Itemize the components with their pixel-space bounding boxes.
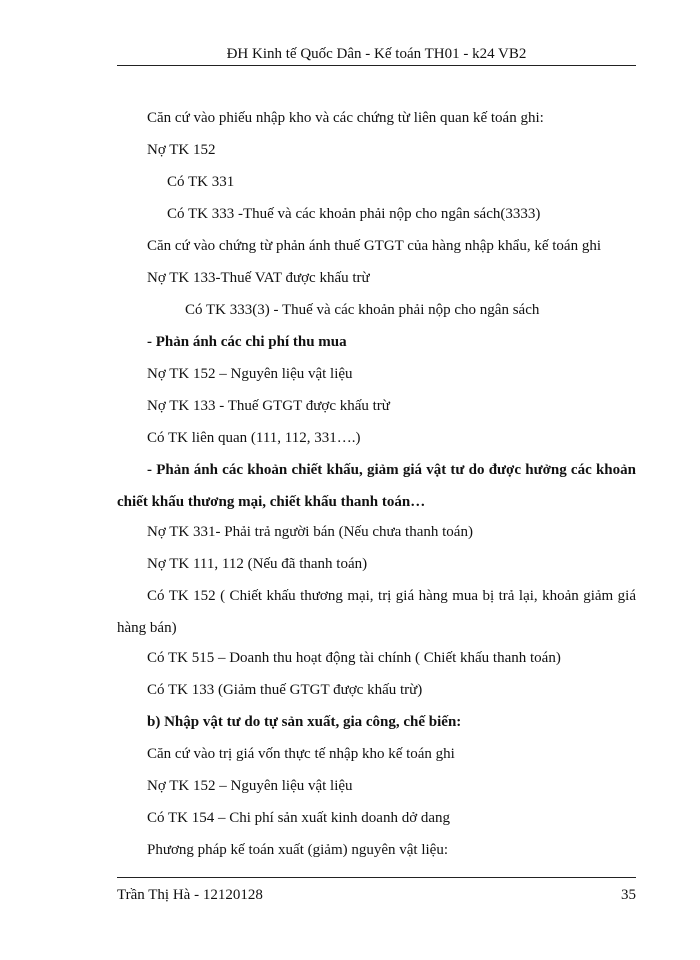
text-line: Nợ TK 331- Phải trả người bán (Nếu chưa thanh toán): [147, 524, 473, 540]
text-line: Căn cứ vào phiếu nhập kho và các chứng từ liên quan kế toán ghi:: [147, 110, 544, 126]
text-line: Có TK 152 ( Chiết khấu thương mại, trị giá hàng mua bị trả lại, khoản giảm giá hàng bán): [117, 588, 636, 636]
text-line: Nợ TK 133-Thuế VAT được khấu trừ: [147, 270, 370, 286]
section-heading: - Phản ánh các khoản chiết khấu, giảm giá vật tư do được hưởng các khoản chiết khấu thương mại, chiết khấu thanh toán…: [117, 462, 636, 510]
section-heading: b) Nhập vật tư do tự sản xuất, gia công, chế biến:: [147, 714, 462, 730]
text-line: Có TK liên quan (111, 112, 331….): [147, 430, 361, 446]
header-divider: [117, 65, 636, 66]
text-line: Nợ TK 111, 112 (Nếu đã thanh toán): [147, 556, 368, 572]
document-body: [117, 108, 636, 872]
text-line: Có TK 515 – Doanh thu hoạt động tài chính ( Chiết khấu thanh toán): [147, 650, 561, 666]
text-line: Phương pháp kế toán xuất (giảm) nguyên vật liệu:: [147, 842, 448, 858]
text-line: Có TK 333(3) - Thuế và các khoản phải nộp cho ngân sách: [185, 302, 540, 318]
text-line: Nợ TK 152: [147, 142, 216, 158]
section-heading: - Phản ánh các chi phí thu mua: [147, 334, 347, 350]
text-line: Nợ TK 152 – Nguyên liệu vật liệu: [147, 778, 353, 794]
text-line: Căn cứ vào chứng từ phản ánh thuế GTGT của hàng nhập khẩu, kế toán ghi: [147, 238, 601, 254]
text-line: Có TK 331: [167, 174, 235, 190]
page-header: ĐH Kinh tế Quốc Dân - Kế toán TH01 - k24 VB2: [226, 46, 527, 62]
page-number: 35: [621, 887, 636, 903]
text-line: Căn cứ vào trị giá vốn thực tế nhập kho kế toán ghi: [147, 746, 455, 762]
text-line: Có TK 133 (Giảm thuế GTGT được khấu trừ): [147, 682, 423, 698]
text-line: Nợ TK 152 – Nguyên liệu vật liệu: [147, 366, 353, 382]
footer-author: Trần Thị Hà - 12120128: [117, 887, 263, 903]
text-line: Có TK 333 -Thuế và các khoản phải nộp cho ngân sách(3333): [167, 206, 541, 222]
text-line: Có TK 154 – Chi phí sản xuất kinh doanh dở dang: [147, 810, 451, 826]
footer-divider: [117, 877, 636, 878]
text-line: Nợ TK 133 - Thuế GTGT được khấu trừ: [147, 398, 390, 414]
